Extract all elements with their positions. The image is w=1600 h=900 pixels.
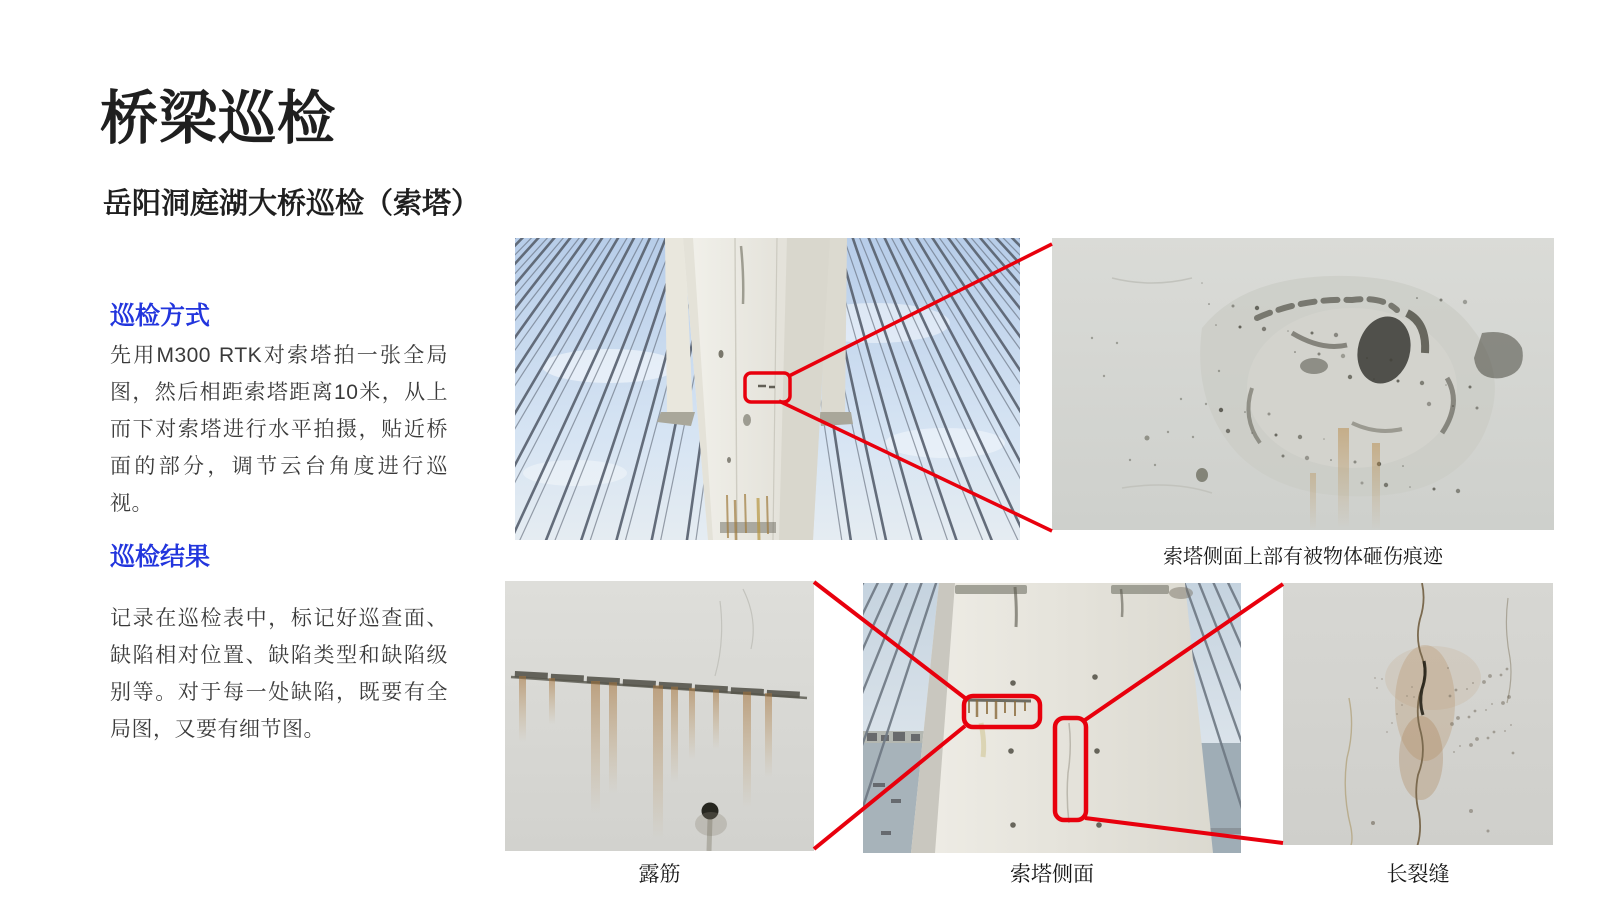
section-heading-result: 巡检结果 bbox=[110, 543, 211, 571]
figure-impact-damage bbox=[1052, 238, 1554, 530]
page-title: 桥梁巡检 bbox=[100, 86, 337, 151]
caption-long-crack: 长裂缝 bbox=[1386, 863, 1450, 886]
caption-tower-side: 索塔侧面 bbox=[1010, 863, 1094, 886]
figure-tower-global bbox=[515, 238, 1020, 540]
long-crack-photo bbox=[1283, 583, 1553, 845]
section-body-result: 记录在巡检表中，标记好巡查面、缺陷相对位置、缺陷类型和缺陷级别等。对于每一处缺陷，既要有全局图，又要有细节图。 bbox=[110, 607, 448, 741]
section-body-method: 先用M300 RTK对索塔拍一张全局图，然后相距索塔距离10米，从上而下对索塔进行水平拍摄，贴近桥面的部分，调节云台角度进行巡视。 bbox=[110, 344, 448, 515]
tower-global-photo bbox=[515, 238, 1020, 540]
caption-exposed-rebar: 露筋 bbox=[638, 863, 681, 886]
tower-side-photo bbox=[863, 583, 1241, 853]
section-heading-method: 巡检方式 bbox=[110, 302, 211, 330]
page-subtitle: 岳阳洞庭湖大桥巡检（索塔） bbox=[103, 188, 481, 220]
figure-tower-side bbox=[863, 583, 1241, 853]
impact-damage-photo bbox=[1052, 238, 1554, 530]
figure-exposed-rebar bbox=[505, 581, 814, 851]
figure-long-crack bbox=[1283, 583, 1553, 845]
caption-impact-damage: 索塔侧面上部有被物体砸伤痕迹 bbox=[1163, 546, 1443, 568]
exposed-rebar-photo bbox=[505, 581, 814, 851]
